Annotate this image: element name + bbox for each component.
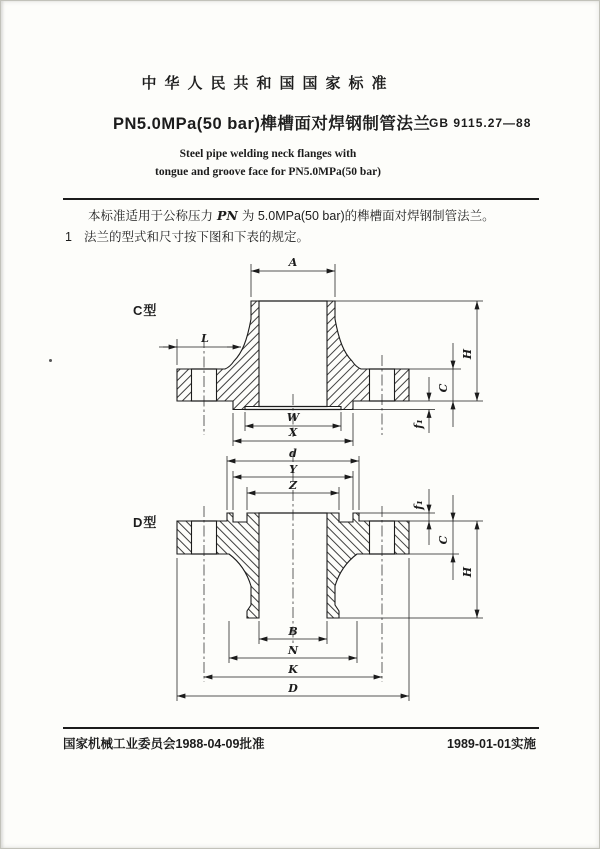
national-standard-header: 中华人民共和国国家标准: [141, 75, 395, 92]
dim-label-l: L: [201, 332, 209, 345]
dim-label-b: B: [288, 625, 298, 638]
implementation-date: 1989-01-01实施: [447, 737, 536, 751]
clause-1-number: 1: [65, 230, 72, 244]
footer-divider-rule: [63, 727, 539, 729]
dim-label-c-c: C: [437, 383, 450, 393]
dim-label-a: A: [288, 256, 298, 269]
english-subtitle-line2: tongue and groove face for PN5.0MPa(50 bar): [154, 166, 382, 178]
scope-text-suffix: 为 5.0MPa(50 bar)的榫槽面对焊钢制管法兰。: [241, 209, 495, 223]
type-d-label: D型: [133, 515, 158, 530]
clause-1-text: 法兰的型式和尺寸按下图和下表的规定。: [83, 230, 309, 244]
type-c-section-hatching: [177, 301, 409, 410]
dim-label-y: Y: [289, 463, 297, 476]
dim-label-f1-d: f₁: [412, 500, 425, 510]
dim-label-n: N: [287, 644, 299, 657]
dim-label-h-d: H: [461, 566, 474, 578]
dim-label-d-big: D: [288, 682, 298, 695]
dim-label-h-c: H: [461, 348, 474, 360]
approval-note: 国家机械工业委员会1988-04-09批准: [63, 737, 265, 751]
pn-variable: PN: [217, 208, 238, 223]
dim-label-c-d: C: [437, 535, 450, 545]
english-subtitle-line1: Steel pipe welding neck flanges with: [179, 148, 357, 160]
scope-text-prefix: 本标准适用于公称压力: [88, 209, 214, 223]
type-c-label: C型: [133, 303, 158, 318]
standard-title-chinese: PN5.0MPa(50 bar)榫槽面对焊钢制管法兰: [113, 115, 431, 133]
dim-label-w: W: [286, 411, 300, 424]
type-c-dimension-lines: [159, 271, 477, 441]
dim-label-k: K: [288, 663, 298, 676]
standard-number: GB 9115.27—88: [429, 116, 532, 130]
dim-label-f1-c: f₁: [412, 419, 425, 429]
flange-technical-drawing: [1, 1, 600, 849]
dim-label-z: Z: [288, 479, 298, 492]
dim-label-d-small: d: [289, 447, 297, 460]
dim-label-x: X: [288, 426, 298, 439]
